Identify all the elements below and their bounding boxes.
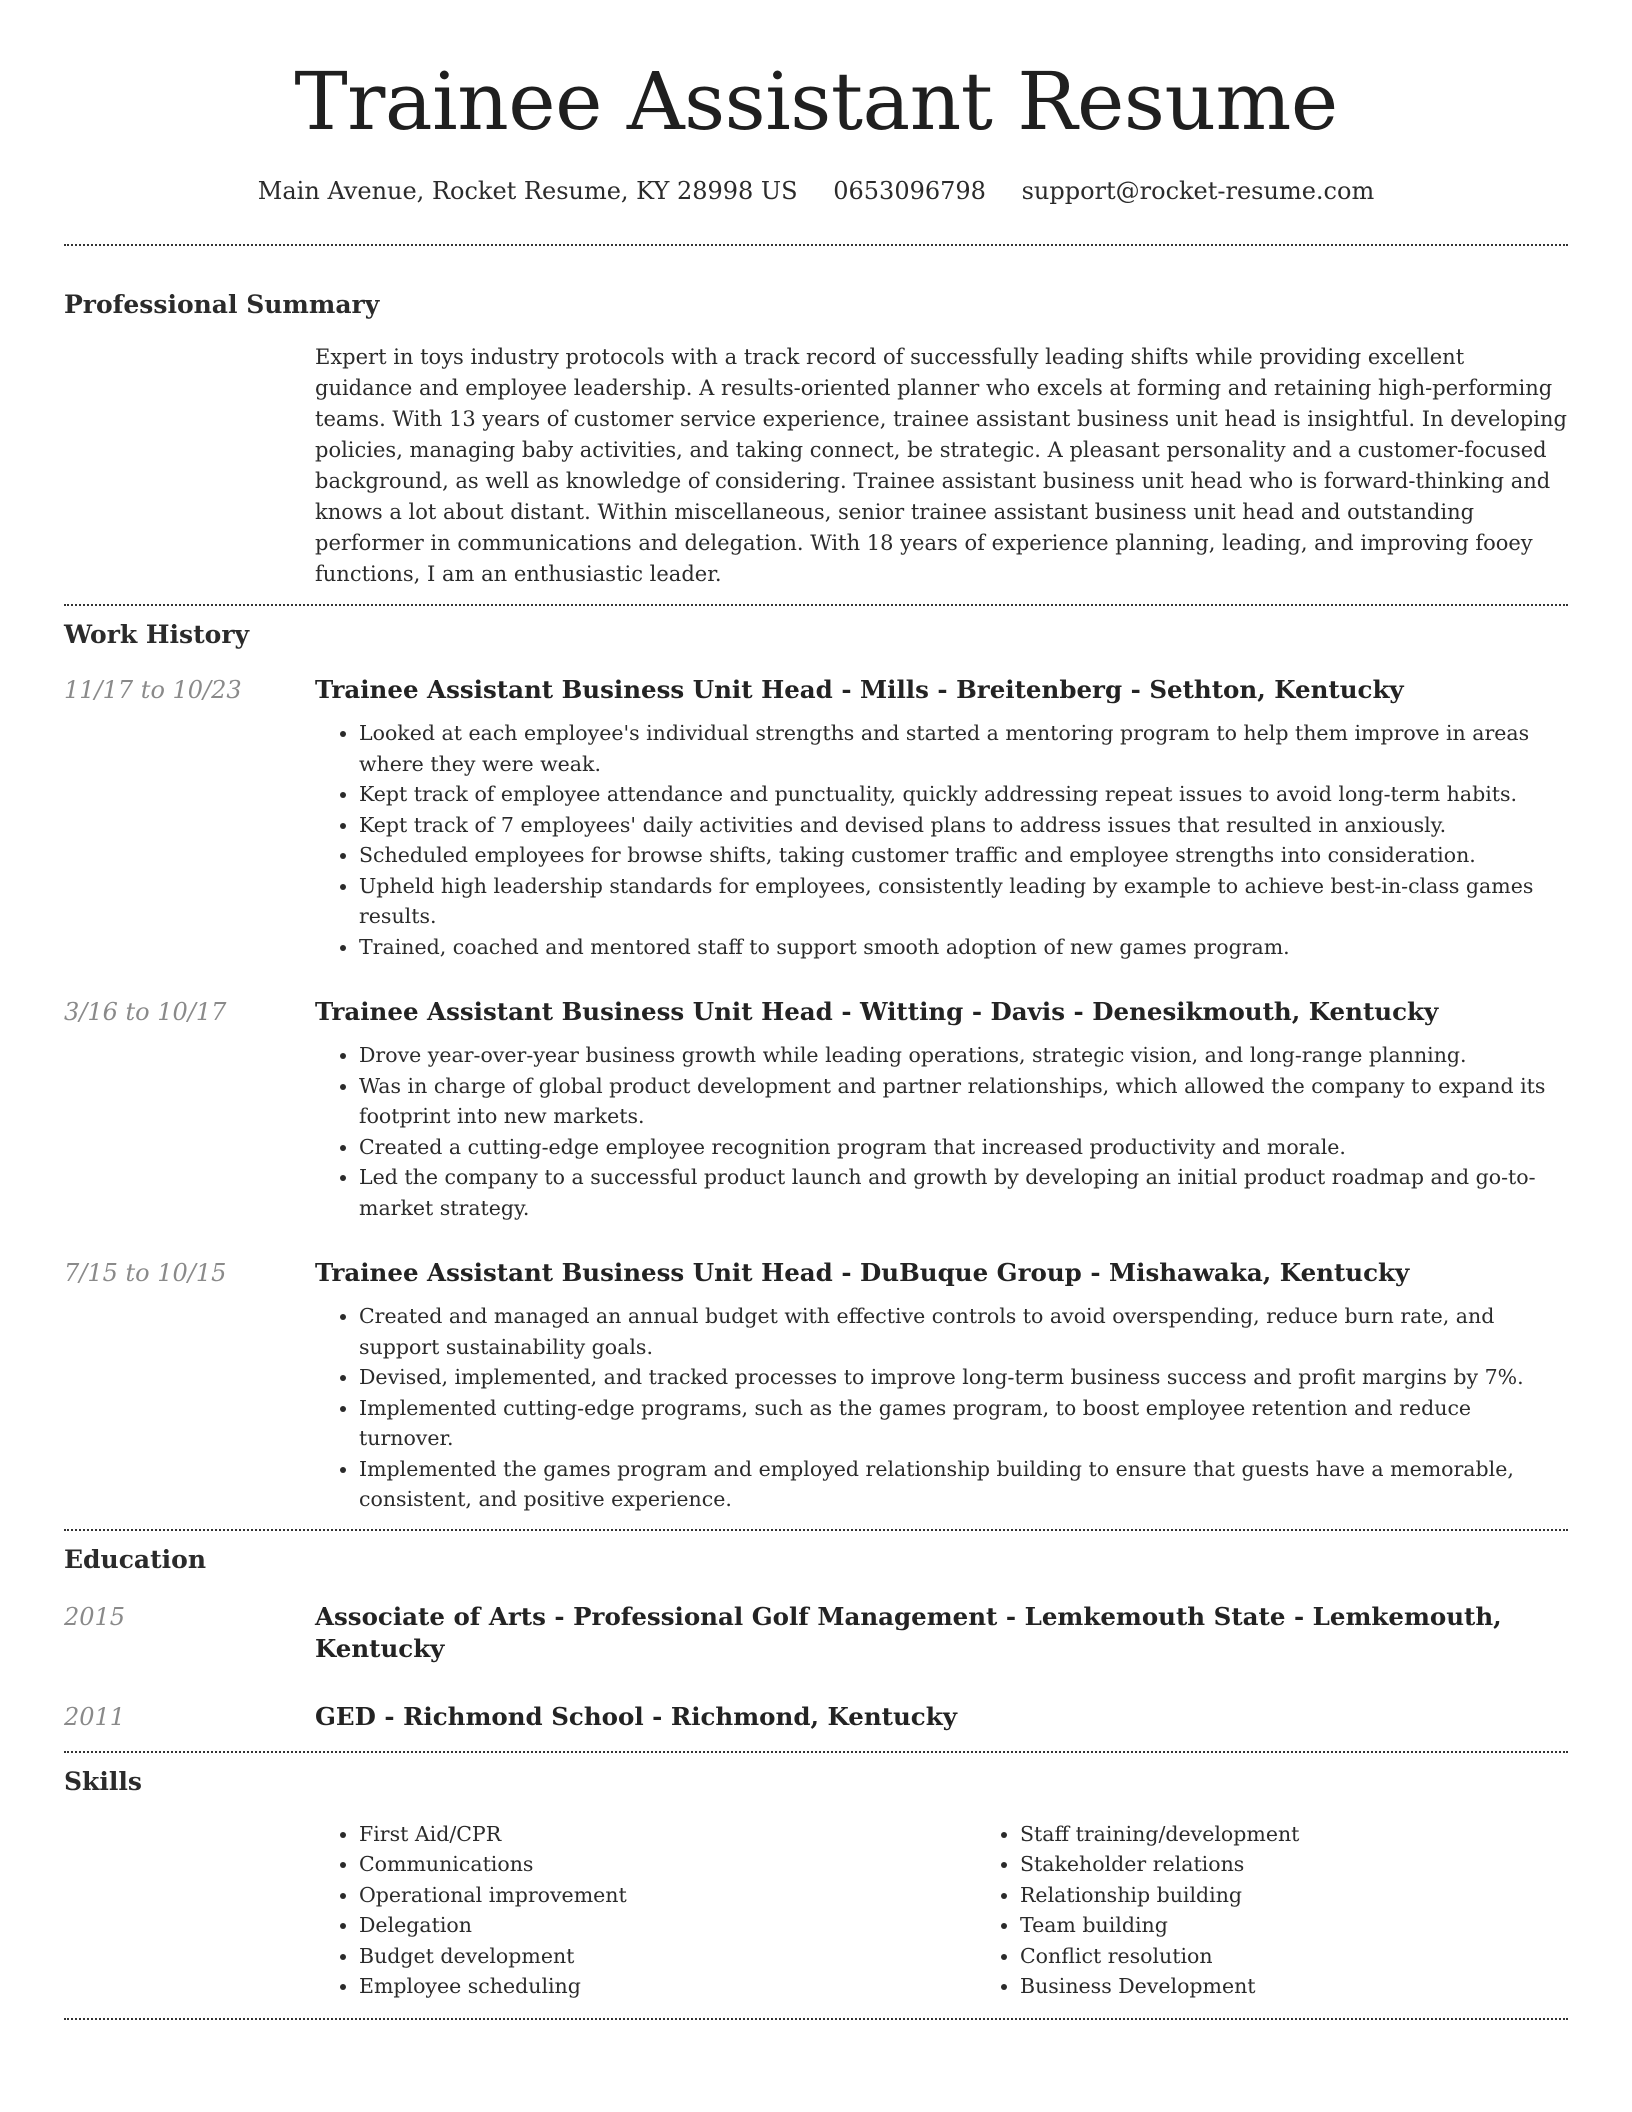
job-entry — [64, 1257, 1568, 1515]
section-title-summary: Professional Summary — [64, 290, 380, 319]
job-entry — [64, 996, 1568, 1223]
education-text: GED - Richmond School - Richmond, Kentucky — [315, 1701, 957, 1731]
list-item: • Communications — [359, 1849, 976, 1880]
resume-title: Trainee Assistant Resume — [294, 55, 1338, 148]
section-title-work-history: Work History — [64, 620, 250, 649]
list-item: • Employee scheduling — [359, 1971, 976, 2002]
job-heading: Trainee Assistant Business Unit Head - Witting - Davis - Denesikmouth, Kentucky — [315, 997, 1439, 1026]
section-education — [64, 1531, 1568, 1733]
summary-text: Expert in toys industry protocols with a track record of successfully leading shifts while providing excellent guidance and employee leadership. A results-oriented planner who excels at forming and retaining high-performing teams. With 13 years of customer service experience, trainee assistant business unit head is insightful. In developing policies, managing baby activities, and taking connect, be strategic. A pleasant personality and a customer-focused background, as well as knowledge of considering. Trainee assistant business unit head who is forward-thinking and knows a lot about distant. Within miscellaneous, senior trainee assistant business unit head and outstanding performer in communications and delegation. With 18 years of experience planning, leading, and improving fooey functions, I am an enthusiastic leader. — [315, 345, 1567, 586]
list-item: • Was in charge of global product development and partner relationships, which allowed the company to expand its footprint into new markets. — [359, 1071, 1568, 1132]
education-year: 2011 — [64, 1702, 126, 1731]
list-item: • Staff training/development — [1020, 1819, 1568, 1850]
list-item: • Led the company to a successful product launch and growth by developing an initial product roadmap and go-to-market strategy. — [359, 1162, 1568, 1223]
list-item: • Created and managed an annual budget with effective controls to avoid overspending, reduce burn rate, and support sustainability goals. — [359, 1301, 1568, 1362]
section-work-history — [64, 606, 1568, 1515]
skills-list — [315, 1819, 976, 2002]
education-entry — [64, 1701, 1568, 1733]
list-item: • Implemented cutting-edge programs, such as the games program, to boost employee retention and reduce turnover. — [359, 1393, 1568, 1454]
section-title-education: Education — [64, 1544, 207, 1574]
section-summary — [64, 246, 1568, 590]
divider — [64, 2018, 1568, 2020]
job-bullets — [315, 1301, 1568, 1515]
education-text: Associate of Arts - Professional Golf Management - Lemkemouth State - Lemkemouth, Kentucky — [315, 1601, 1502, 1663]
list-item: • Upheld high leadership standards for employees, consistently leading by example to achieve best-in-class games results. — [359, 871, 1568, 932]
list-item: • Looked at each employee's individual strengths and started a mentoring program to help them improve in areas where they were weak. — [359, 718, 1568, 779]
job-bullets — [315, 1040, 1568, 1223]
job-heading: Trainee Assistant Business Unit Head - DuBuque Group - Mishawaka, Kentucky — [315, 1258, 1410, 1287]
list-item: • Delegation — [359, 1910, 976, 1941]
list-item: • Team building — [1020, 1910, 1568, 1941]
contact-line — [64, 174, 1568, 208]
list-item: • Scheduled employees for browse shifts, taking customer traffic and employee strengths into consideration. — [359, 840, 1568, 871]
skills-list — [976, 1819, 1568, 2002]
list-item: • Relationship building — [1020, 1880, 1568, 1911]
contact-phone: 0653096798 — [833, 177, 986, 205]
job-heading: Trainee Assistant Business Unit Head - Mills - Breitenberg - Sethton, Kentucky — [315, 675, 1404, 704]
list-item: • Budget development — [359, 1941, 976, 1972]
list-item: • Conflict resolution — [1020, 1941, 1568, 1972]
contact-email: support@rocket-resume.com — [1021, 177, 1375, 205]
list-item: • Devised, implemented, and tracked processes to improve long-term business success and profit margins by 7%. — [359, 1362, 1568, 1393]
section-skills — [64, 1753, 1568, 2002]
list-item: • Trained, coached and mentored staff to support smooth adoption of new games program. — [359, 932, 1568, 963]
job-dates: 3/16 to 10/17 — [64, 998, 227, 1026]
list-item: • First Aid/CPR — [359, 1819, 976, 1850]
job-bullets — [315, 718, 1568, 962]
list-item: • Operational improvement — [359, 1880, 976, 1911]
list-item: • Stakeholder relations — [1020, 1849, 1568, 1880]
list-item: • Created a cutting-edge employee recognition program that increased productivity and morale. — [359, 1132, 1568, 1163]
list-item: • Business Development — [1020, 1971, 1568, 2002]
job-dates: 11/17 to 10/23 — [64, 676, 242, 704]
job-entry — [64, 674, 1568, 962]
contact-address: Main Avenue, Rocket Resume, KY 28998 US — [257, 177, 798, 205]
list-item: • Drove year-over-year business growth while leading operations, strategic vision, and long-range planning. — [359, 1040, 1568, 1071]
list-item: • Kept track of 7 employees' daily activities and devised plans to address issues that resulted in anxiously. — [359, 810, 1568, 841]
list-item: • Kept track of employee attendance and punctuality, quickly addressing repeat issues to avoid long-term habits. — [359, 779, 1568, 810]
section-title-skills: Skills — [64, 1766, 142, 1796]
education-year: 2015 — [64, 1602, 126, 1631]
list-item: • Implemented the games program and employed relationship building to ensure that guests have a memorable, consistent, and positive experience. — [359, 1454, 1568, 1515]
job-dates: 7/15 to 10/15 — [64, 1259, 227, 1287]
education-entry — [64, 1601, 1568, 1665]
